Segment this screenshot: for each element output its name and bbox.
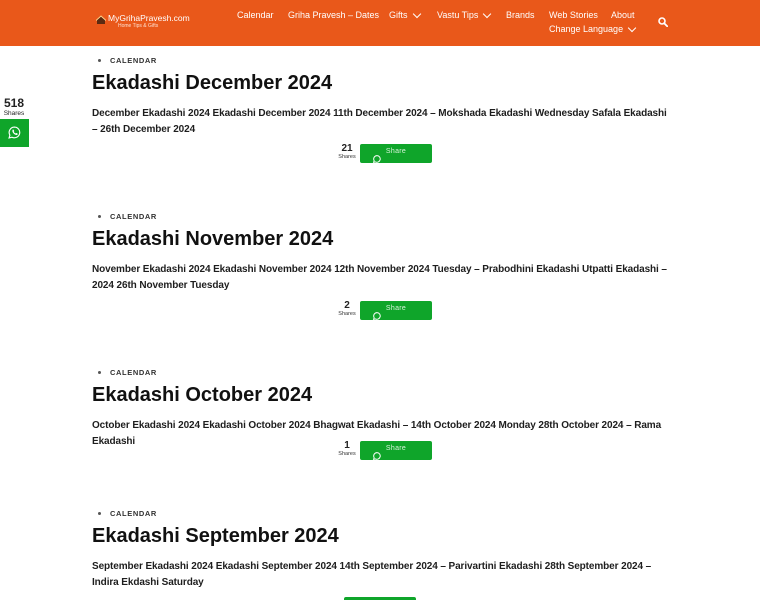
post-card (92, 211, 672, 317)
post-title[interactable]: Ekadashi October 2024 (92, 384, 313, 406)
post-share-count: 21 Shares (338, 143, 356, 160)
nav-brands[interactable]: Brands (506, 10, 535, 20)
share-button[interactable]: Share (360, 441, 432, 460)
post-title[interactable]: Ekadashi September 2024 (92, 525, 339, 547)
whatsapp-icon (373, 155, 381, 163)
nav-about[interactable]: About (611, 10, 635, 20)
post-category[interactable]: CALENDAR (92, 55, 672, 65)
logo-name: MyGrihaPravesh.com (108, 13, 190, 23)
site-header (0, 0, 760, 46)
post-excerpt: December Ekadashi 2024 Ekadashi December 2024 11th December 2024 – Mokshada Ekadashi Wednesday Safala Ekadashi – 26th December 2024 (92, 108, 667, 135)
search-icon[interactable] (658, 17, 668, 27)
post-card (92, 367, 672, 457)
post-title[interactable]: Ekadashi November 2024 (92, 228, 334, 250)
post-excerpt: November Ekadashi 2024 Ekadashi November 2024 12th November 2024 Tuesday – Prabodhini Ekadashi Utpatti Ekadashi – 2024 26th November Tuesday (92, 264, 667, 291)
nav-calendar[interactable]: Calendar (237, 10, 274, 20)
whatsapp-icon (8, 126, 21, 139)
post-share-row (336, 144, 432, 163)
post-category[interactable]: CALENDAR (92, 211, 672, 221)
nav-griha-pravesh-dates[interactable]: Griha Pravesh – Dates (288, 10, 380, 20)
chevron-down-icon (483, 9, 491, 17)
post-excerpt: September Ekadashi 2024 Ekadashi September 2024 14th September 2024 – Parivartini Ekadashi 28th September 2024 – Indira Ekdashi Saturday (92, 561, 652, 588)
post-share-row (336, 441, 432, 460)
post-share-count: 1 Shares (338, 440, 356, 457)
nav-gifts[interactable]: Gifts (389, 9, 420, 21)
whatsapp-icon (373, 452, 381, 460)
post-category[interactable]: CALENDAR (92, 508, 672, 518)
whatsapp-share-button[interactable] (0, 119, 29, 147)
post-category[interactable]: CALENDAR (92, 367, 672, 377)
post-excerpt: October Ekadashi 2024 Ekadashi October 2024 Bhagwat Ekadashi – 14th October 2024 Monday 28th October 2024 – Rama Ekadashi (92, 420, 662, 447)
site-logo[interactable] (96, 13, 190, 29)
post-card (92, 508, 672, 590)
post-share-count: 2 Shares (338, 300, 356, 317)
chevron-down-icon (628, 23, 636, 31)
nav-change-language[interactable]: Change Language (549, 23, 635, 35)
post-share-row (336, 301, 432, 320)
chevron-down-icon (412, 9, 420, 17)
total-share-count: 518 Shares (3, 96, 25, 117)
share-button[interactable]: Share (360, 301, 432, 320)
share-button[interactable]: Share (360, 144, 432, 163)
post-card (92, 55, 672, 160)
whatsapp-icon (373, 312, 381, 320)
house-logo-icon (96, 15, 106, 25)
nav-vastu-tips[interactable]: Vastu Tips (437, 9, 490, 21)
post-title[interactable]: Ekadashi December 2024 (92, 72, 333, 94)
nav-web-stories[interactable]: Web Stories (549, 10, 598, 20)
logo-tagline: Home Tips & Gifts (118, 23, 159, 29)
